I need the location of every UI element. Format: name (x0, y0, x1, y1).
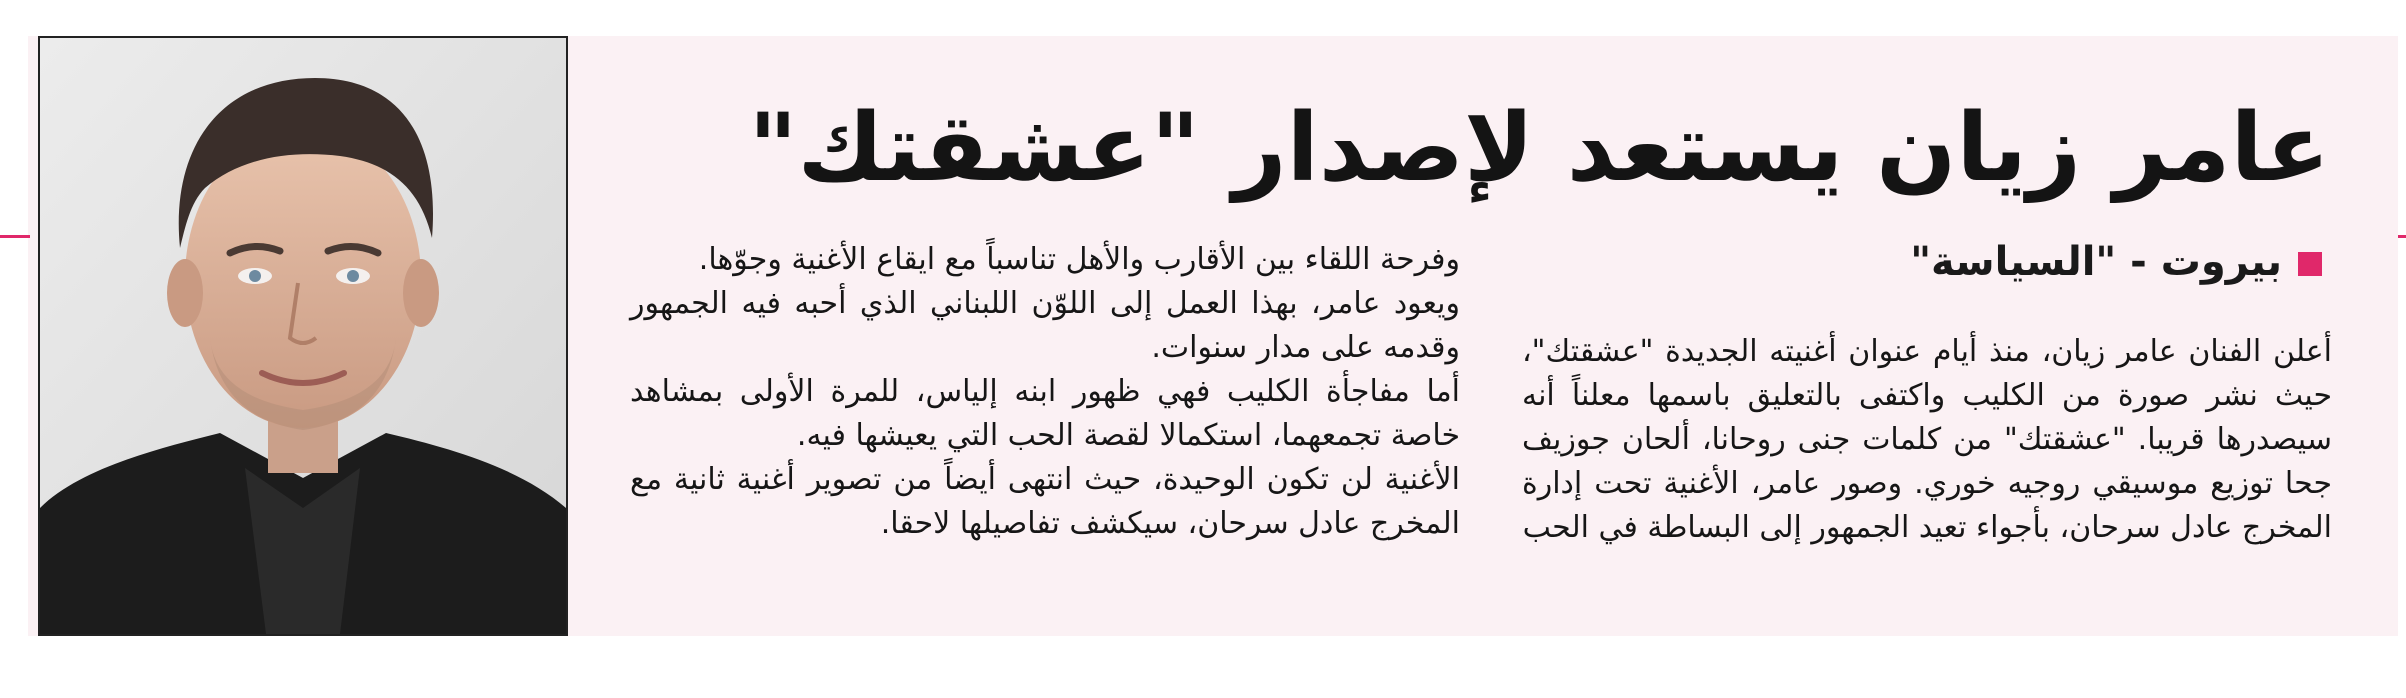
dateline-text: بيروت - "السياسة" (1910, 239, 2282, 285)
paragraph: أعلن الفنان عامر زيان، منذ أيام عنوان أغنيته الجديدة "عشقتك"، حيث نشر صورة من الكليب واكتفى بالتعليق باسمها معلناً أنه سيصدرها قريبا. "عشقتك" من كلمات جنى روحانا، ألحان جوزيف جحا توزيع موسيقي روجيه خوري. وصور عامر، الأغنية تحت إدارة المخرج عادل سرحان، بأجواء تعيد الجمهور إلى البساطة في الحب (1522, 334, 2332, 545)
headline: عامر زيان يستعد لإصدار "عشقتك" (748, 94, 2330, 203)
dateline (1760, 232, 2322, 292)
right-edge-mark (2398, 235, 2406, 238)
paragraph: وفرحة اللقاء بين الأقارب والأهل تناسباً مع ايقاع الأغنية وجوّها. (698, 242, 1460, 277)
accent-square-icon (2298, 252, 2322, 276)
paragraph: ويعود عامر، بهذا العمل إلى اللوّن اللبناني الذي أحبه فيه الجمهور وقدمه على مدار سنوات. (630, 286, 1460, 365)
article-column-left (630, 238, 1460, 546)
paragraph: الأغنية لن تكون الوحيدة، حيث انتهى أيضاً من تصوير أغنية ثانية مع المخرج عادل سرحان، سيكشف تفاصيلها لاحقا. (630, 462, 1460, 541)
article-column-right (1522, 330, 2332, 550)
portrait-photo (38, 36, 568, 636)
paragraph: أما مفاجأة الكليب فهي ظهور ابنه إلياس، للمرة الأولى بمشاهد خاصة تجمعهما، استكمالا لقصة الحب التي يعيشها فيه. (630, 374, 1460, 453)
left-edge-mark (0, 235, 30, 238)
